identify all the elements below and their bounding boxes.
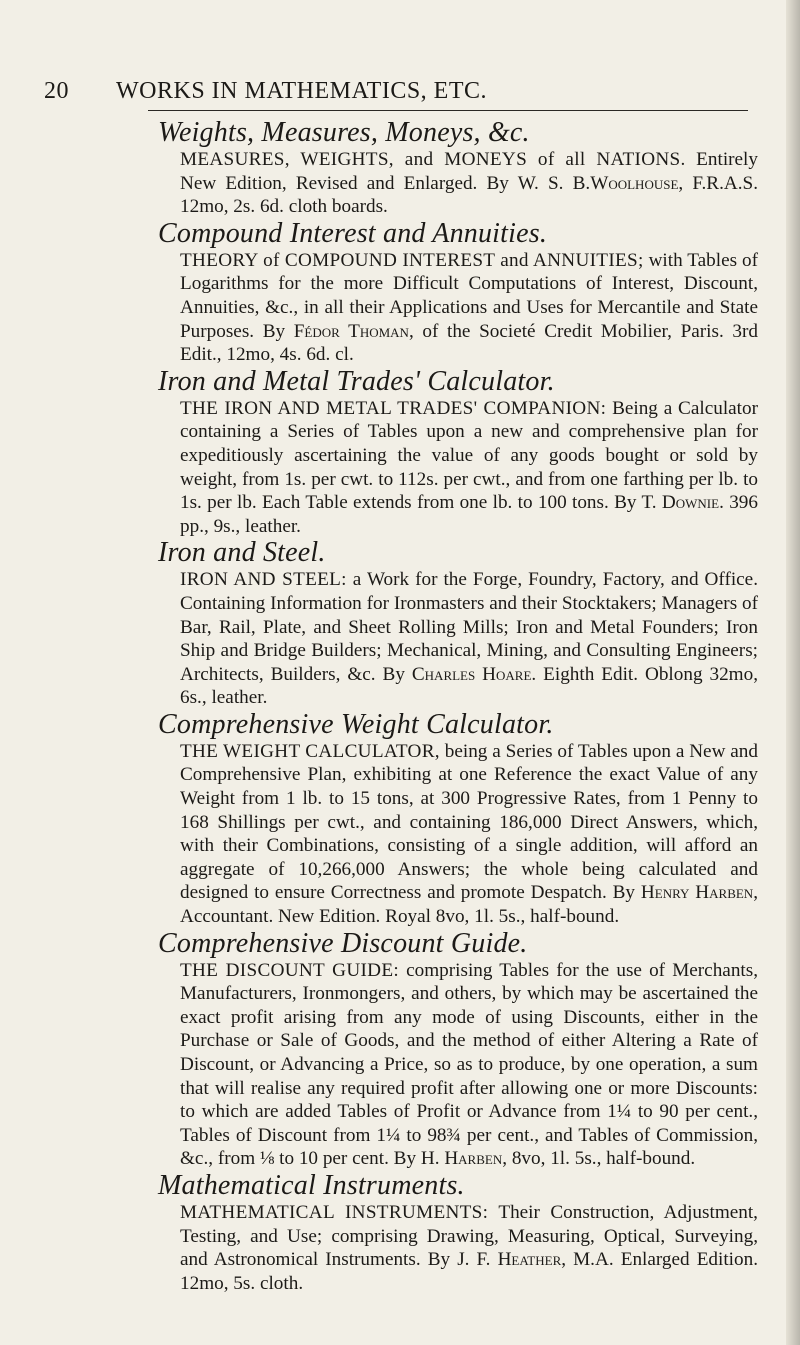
entry-heading: Comprehensive Discount Guide. [158, 927, 528, 959]
entry-heading: Comprehensive Weight Calculator. [158, 708, 554, 740]
entry-heading: Mathematical Instruments. [158, 1169, 465, 1201]
entry-body [180, 249, 758, 367]
entry-author: Heather, M.A. [497, 1249, 614, 1271]
catalogue-entry [158, 710, 758, 929]
catalogue-entry [158, 118, 758, 219]
entry-author: Harben [444, 1148, 503, 1170]
entry-title: THE IRON AND METAL TRADES' COMPANION: [180, 397, 607, 419]
catalogue-list [158, 118, 758, 1295]
entry-title: MATHEMATICAL INSTRUMENTS: [180, 1201, 489, 1223]
entry-price: , Accountant. New Edition. Royal 8vo, 1l. 5s., half-bound. [180, 882, 758, 928]
catalogue-entry [158, 538, 758, 710]
page-edge [786, 0, 800, 1345]
entry-title: THE WEIGHT CALCULATOR, [180, 740, 440, 762]
entry-body [180, 959, 758, 1171]
entry-author: Fédor Thoman [293, 320, 409, 342]
entry-body [180, 568, 758, 710]
entry-price: Enlarged Edition. 12mo, 5s. cloth. [180, 1249, 758, 1294]
entry-heading: Compound Interest and Annuities. [158, 217, 548, 249]
entry-body [180, 1201, 758, 1295]
entry-body [180, 740, 758, 929]
running-title: WORKS IN MATHEMATICS, ETC. [116, 78, 488, 104]
catalogue-entry [158, 219, 758, 367]
entry-text: Entirely New Edition, Revised and Enlarged. By W. S. B. [180, 149, 758, 194]
entry-text: being a Series of Tables upon a New and Comprehensive Plan, exhibiting at one Reference the exact Value of any Weight from 1 lb. to 15 tons, at 300 Progressive Rates, from 1 Penny to 168 Shillings per cwt., and containing 186,000 Direct Answers, which, with their Combinations, consisting of a single addition, will afford an aggregate of 10,266,000 Answers; the whole being calculated and designed to ensure Correctness and promote Despatch. By [180, 740, 758, 904]
entry-price: , F.R.A.S. 12mo, 2s. 6d. cloth boards. [180, 172, 759, 218]
entry-heading: Iron and Steel. [158, 537, 326, 569]
entry-price: , 8vo, 1l. 5s., half-bound. [502, 1148, 696, 1170]
entry-heading: Weights, Measures, Moneys, &c. [158, 117, 530, 148]
entry-text: with Tables of Logarithms for the more Difficult Computations of Interest, Discount, Annuities, &c., in all their Applications and Uses for Mercantile and State Purposes. By [180, 249, 758, 342]
entry-author: Downie [661, 492, 720, 514]
header-rule [148, 110, 748, 111]
page-number: 20 [44, 78, 69, 104]
entry-text: comprising Tables for the use of Merchants, Manufacturers, Ironmongers, and others, by which may be ascertained the exact profit arising from any mode of using Discounts, either in the Purchase or Sale of Goods, and the method of either Altering a Rate of Discount, or Advancing a Price, so as to produce, by one operation, a sum that will realise any required profit after allowing one or more Discounts: to which are added Tables of Profit or Advance from 1¼ to 90 per cent., Tables of Discount from 1¼ to 98¾ per cent., and Tables of Commission, &c., from ⅛ to 10 per cent. By H. [180, 959, 759, 1170]
catalogue-entry [158, 929, 758, 1171]
catalogue-entry [158, 1171, 758, 1295]
entry-text: Their Construction, Adjustment, Testing, and Use; comprising Drawing, Measuring, Optical, Surveying, and Astronomical Instruments. By J. F. [180, 1201, 758, 1271]
entry-title: IRON AND STEEL: [180, 569, 347, 591]
entry-price: , of the Societé Credit Mobilier, Paris. 3rd Edit., 12mo, 4s. 6d. cl. [180, 320, 758, 366]
entry-heading: Iron and Metal Trades' Calculator. [158, 365, 555, 397]
entry-text: a Work for the Forge, Foundry, Factory, and Office. Containing Information for Ironmasters and their Stocktakers; Managers of Bar, Rail, Plate, and Sheet Rolling Mills; Iron and Metal Founders; Iron Ship and Bridge Builders; Mechanical, Mining, and Consulting Engineers; Architects, Builders, &c. By [180, 569, 759, 685]
entry-author: Henry Harben [640, 882, 754, 904]
entry-author: Charles Hoare [411, 663, 532, 685]
entry-price: . Eighth Edit. Oblong 32mo, 6s., leather. [180, 663, 758, 709]
entry-author: Woolhouse [590, 172, 679, 194]
catalogue-entry [158, 367, 758, 539]
entry-title: MEASURES, WEIGHTS, and MONEYS of all NATIONS. [180, 149, 686, 170]
entry-title: THE DISCOUNT GUIDE: [180, 959, 399, 981]
entry-price: . 396 pp., 9s., leather. [180, 492, 758, 537]
entry-body [180, 397, 758, 539]
entry-text: Being a Calculator containing a Series of Tables upon a new and comprehensive plan for expeditiously ascertaining the value of any goods bought or sold by weight, from 1s. per cwt. to 112s. per cwt., and from one farthing per lb. to 1s. per lb. Each Table extends from one lb. to 100 tons. By T. [180, 397, 758, 514]
entry-title: THEORY of COMPOUND INTEREST and ANNUITIES; [180, 249, 644, 271]
entry-body [180, 148, 758, 219]
